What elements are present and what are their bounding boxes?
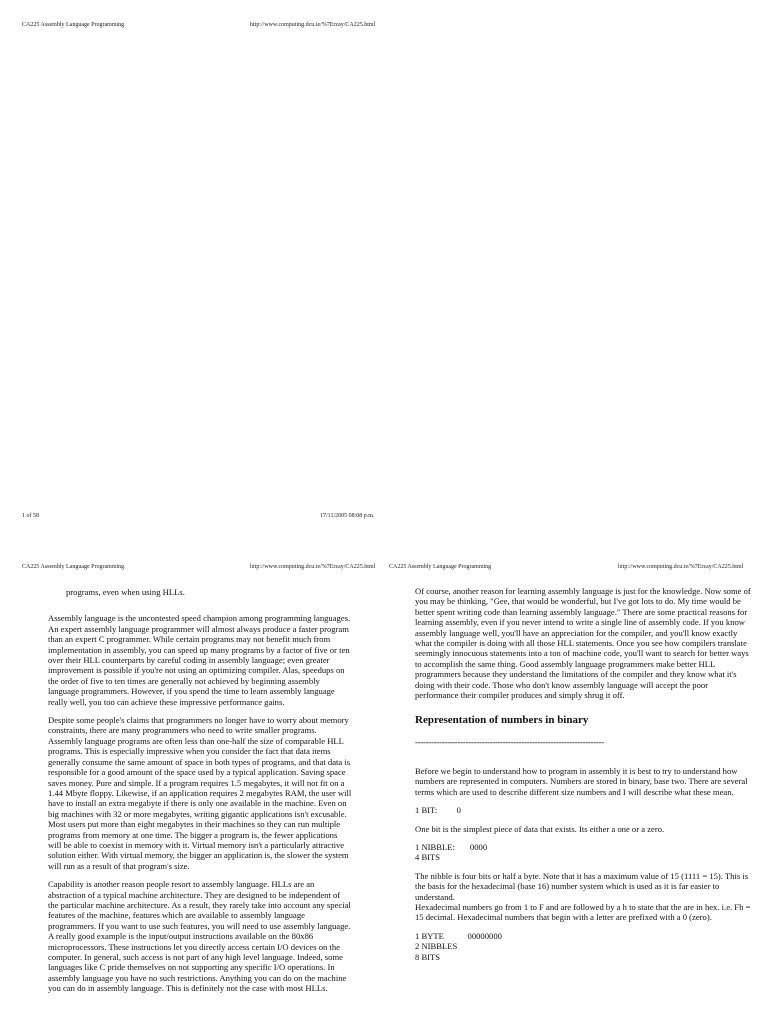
continuation-line: programs, even when using HLLs.: [66, 587, 185, 597]
nibble-bits: 4 BITS: [415, 852, 441, 863]
header-title: CA225 Assembly Language Programming: [22, 564, 125, 570]
bit-value: 0: [456, 805, 461, 816]
bit-line: [415, 805, 751, 815]
nibble-description: The nibble is four bits or half a byte. Note that it has a maximum value of 15 (1111 = 15). This is the basis for the hexadecimal (base 16) number system which is used as it is far easier to understand.: [415, 870, 749, 902]
byte-line: [415, 931, 751, 941]
bit-description: One bit is the simplest piece of data that exists. Its either a one or a zero.: [415, 823, 665, 834]
right-column-text: [415, 586, 751, 962]
paragraph-intro: Before we begin to understand how to program in assembly it is best to try to understand how numbers are represented in computers. Numbers are stored in binary, base two. There are several terms which are used to describe different size numbers and I will describe what these mean.: [415, 765, 748, 797]
header-url[interactable]: http://www.computing.dcu.ie/%7Erzay/CA225.html: [618, 564, 744, 570]
byte-bits: 8 BITS: [415, 951, 441, 962]
pdf-page-3: [384, 556, 768, 1024]
header-url[interactable]: http://www.computing.dcu.ie/%7Erzay/CA225.html: [250, 564, 376, 570]
left-column-text: [48, 587, 352, 1002]
nibble-value: 0000: [469, 841, 488, 852]
nibble-label: 1 NIBBLE:: [415, 841, 455, 852]
footer-datetime: 17/11/2005 08:08 p.m.: [320, 513, 375, 519]
header-title: CA225 Assembly Language Programming: [389, 564, 492, 570]
header-url[interactable]: http://www.computing.dcu.ie/%7Erzay/CA225.html: [250, 22, 376, 28]
nibble-line: [415, 842, 751, 852]
paragraph-capability: Capability is another reason people resort to assembly language. HLLs are an abstraction of a typical machine architecture. They are designed to be independent of the particular machine architecture. As a result, they rarely take into account any special features of the machine, features which are available to assembly language programmers. If you want to use such features, you will need to use assembly language. A really good example is the input/output instructions available on the 80x86 microprocessors. These instructions let you directly access certain I/O devices on the computer. In general, such access is not part of any high level language. Indeed, some languages like C pride themselves on not supporting any specific I/O operations. In assembly language you have no such restrictions. Anything you can do on the machine you can do in assembly language. This is definitely not the case with most HLLs.: [48, 879, 351, 994]
section-heading: Representation of numbers in binary: [415, 714, 589, 727]
paragraph-size: Despite some people's claims that programmers no longer have to worry about memory constraints, there are many programmers who need to write smaller programs. Assembly language programs are often less than one-half the size of comparable HLL programs. This is especially impressive when you consider the fact that data items generally consume the same amount of space in both types of programs, and that data is responsible for a good amount of the space used by a typical application. Saving space saves money. Pure and simple. If a program requires 1.5 megabytes, it will not fit on a 1.44 Mbyte floppy. Likewise, if an application requires 2 megabytes RAM, the user will have to install an extra megabyte if there is only one available in the machine. Even on big machines with 32 or more megabytes, writing gigantic applications isn't excusable. Most users put more than eight megabytes in their machines so they can run multiple programs from memory at one time. The bigger a program is, the fewer applications will be able to coexist in memory with it. Virtual memory isn't a particularly attractive solution either. With virtual memory, the bigger an application is, the slower the system will run as a result of that program's size.: [48, 715, 352, 871]
paragraph-speed: Assembly language is the uncontested speed champion among programming languages. An expert assembly language programmer will almost always produce a faster program than an expert C programmer. While certain programs may not benefit much from implementation in assembly, you can speed up many programs by a factor of five or ten over their HLL counterparts by careful coding in assembly language; even greater improvement is possible if you're not using an optimizing compiler. Alas, speedups on the order of five to ten times are generally not achieved by beginning assembly language programmers. However, if you spend the time to learn assembly language really well, you too can achieve these impressive performance gains.: [48, 613, 351, 707]
byte-nibbles: 2 NIBBLES: [415, 941, 458, 952]
bit-label: 1 BIT:: [415, 805, 438, 816]
byte-label: 1 BYTE: [415, 930, 444, 941]
paragraph-knowledge: Of course, another reason for learning assembly language is just for the knowledge. Now some of you may be thinking, "Gee, that would be wonderful, but I've got lots to do. My time would be better spent writing code than learning assembly language." There are some practical reasons for learning assembly, even if you never intend to write a single line of assembly code. If you know assembly language well, you'll have an appreciation for the compiler, and you'll know exactly what the compiler is doing with all those HLL statements. Once you see how compilers translate seemingly innocuous statements into a ton of machine code, you'll want to search for better ways to accomplish the same thing. Good assembly language programmers make better HLL programmers because they understand the limitations of the compiler and they know what it's doing with their code. Those who don't know assembly language will accept the poor performance their compiler produces and simply shrug it off.: [415, 586, 751, 701]
byte-value: 00000000: [467, 930, 502, 941]
pdf-page-2: [0, 556, 384, 1024]
hex-description: Hexadecimal numbers go from 1 to F and are followed by a h to state that the are in hex. i.e. Fh = 15 decimal. Hexadecimal numbers that begin with a letter are prefixed with a 0 (zero).: [415, 901, 751, 923]
header-title: CA225 Assembly Language Programming: [22, 22, 125, 28]
dashed-rule: -----------------------------------------------------------------------: [415, 737, 604, 748]
footer-page-number: 1 of 58: [22, 513, 39, 519]
